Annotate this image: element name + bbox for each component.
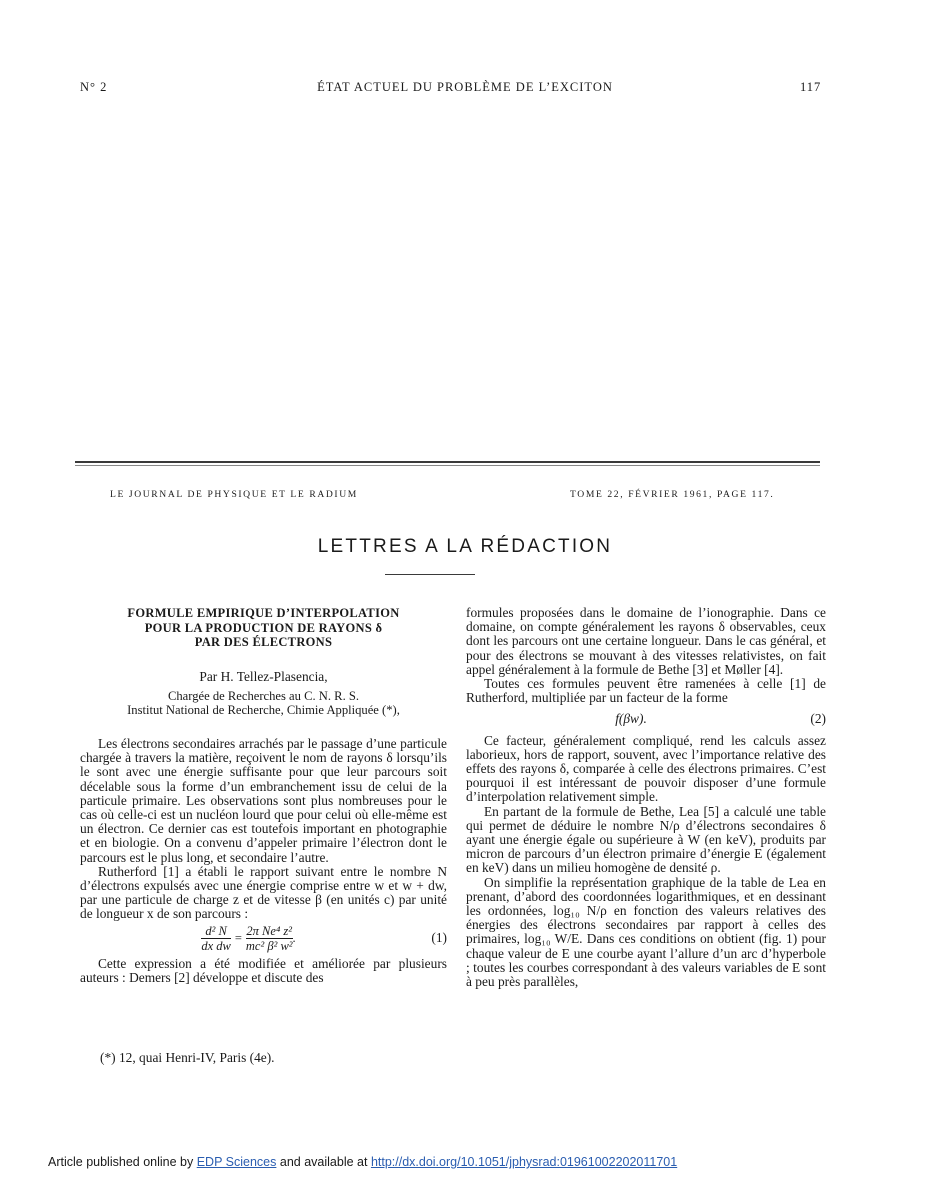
byline: Par H. Tellez-Plasencia, [199,669,328,684]
paragraph: formules proposées dans le domaine de l’ionographie. Dans ce domaine, on compte généralement les rayons δ observables, ceux dont les parcours ont une certaine longueur. Dans le cas général, et pour des électrons se mouvant à des vitesses relativistes, on fait appel généralement à la formule de Bethe [3] et Møller [4]. [466,605,826,677]
publication-footer [48,1155,677,1169]
paragraph: Ce facteur, généralement compliqué, rend les calculs assez laborieux, hors de rapport, souvent, avec l’importance relative des effets des rayons δ, comparée à celle des électrons primaires. C’est pourquoi il est intéressant de pouvoir disposer d’une formule d’interpolation relativement simple. [466,732,826,805]
affiliation-line-2: Institut National de Recherche, Chimie Appliquée (*), [127,702,400,717]
paragraph: On simplifie la représentation graphique de la table de Lea en prenant, d’abord des coordonnées logarithmiques, et en dessinant les ordonnées, log₁₀ N/ρ en fonction des valeurs relatives des énergies des électrons secondaires par rapport à celles des primaires, log₁₀ W/E. Dans ces conditions on obtient (fig. 1) pour chaque valeur de E une courbe ayant l’allure d’un arc d’hyperbole ; toutes les courbes correspondant à des valeurs variables de E sont à peu près parallèles, [466,874,826,990]
footer-text: and available at [279,1155,368,1169]
page-number: 117 [800,80,822,94]
equation-number: (2) [810,711,826,727]
equation-2 [466,712,826,726]
journal-name: LE JOURNAL DE PHYSIQUE ET LE RADIUM [110,489,358,500]
title-underline [385,574,475,575]
eq1-rhs-denominator: mc² β² w² [245,938,293,953]
eq1-lhs-numerator: d² N [205,923,227,938]
paragraph: En partant de la formule de Bethe, Lea [5] a calculé une table qui permet de déduire le nombre N/ρ d’électrons secondaires δ ayant une énergie égale ou supérieure à W (en keV), produits par micron de parcours d’un électron primaire d’énergie E (également en keV) dans un milieu homogène de densité ρ. [466,803,826,876]
paragraph: Les électrons secondaires arrachés par le passage d’une particule chargée à travers la matière, reçoivent le nom de rayons δ lorsqu’ils le sont avec une énergie suffisante pour que leur parcours soit décelable sous la forme d’un embranchement issu de celui de la particule primaire. Les observations sont plus nombreuses pour le cas où celle-ci est un nucléon lourd que pour celui où elle-même est un électron. Ce dernier cas est toutefois important en photographie et en biologie. On a convenu d’appeler primaire l’électron dont le parcours est le plus long, et secondaire l’autre. [80,736,447,865]
equation-number: (1) [431,930,447,946]
affiliation-line-1: Chargée de Recherches au C. N. R. S. [167,689,360,703]
equation-1: $\frac{\text{d² N}}{\text{dx dw}}$ = $\frac{\text{2π Ne⁴ z²}}{\text{mc² β² w²}}$ . (1) [201,923,447,953]
article-title-line: FORMULE EMPIRIQUE D’INTERPOLATION [127,606,400,620]
affiliation [80,690,447,717]
doi-link[interactable]: http://dx.doi.org/10.1051/jphysrad:01961002202011701 [370,1155,678,1169]
separator-rule [75,461,820,463]
equation-expression: f(βw). [615,711,647,727]
journal-volume-info: TOME 22, FÉVRIER 1961, PAGE 117. [570,489,775,500]
article-title-line: PAR DES ÉLECTRONS [194,635,333,649]
article-title-line: POUR LA PRODUCTION DE RAYONS δ [144,620,383,635]
footer-text: Article published online by [48,1155,194,1169]
footnote: (*) 12, quai Henri-IV, Paris (4e). [100,1050,275,1065]
edp-sciences-link[interactable]: EDP Sciences [196,1155,277,1169]
issue-number: N° 2 [80,80,108,94]
right-column [466,606,826,989]
article-title [80,606,447,650]
separator-rule-thin [75,465,820,466]
eq1-lhs-denominator: dx dw [201,938,231,953]
running-title: ÉTAT ACTUEL DU PROBLÈME DE L’EXCITON [317,80,613,94]
paragraph: Cette expression a été modifiée et améliorée par plusieurs auteurs : Demers [2] développe et discute des [80,956,447,986]
paragraph: Rutherford [1] a établi le rapport suivant entre le nombre N d’électrons expulsés avec une énergie comprise entre w et w + dw, par une particule de charge z et de vitesse β (en unités c) par unité de longueur x de son parcours : [80,863,447,922]
paragraph: Toutes ces formules peuvent être ramenées à celle [1] de Rutherford, multipliée par un facteur de la forme [466,676,826,706]
section-title: LETTRES A LA RÉDACTION [317,536,613,557]
left-column [80,737,447,985]
eq1-rhs-numerator: 2π Ne⁴ z² [246,923,293,938]
